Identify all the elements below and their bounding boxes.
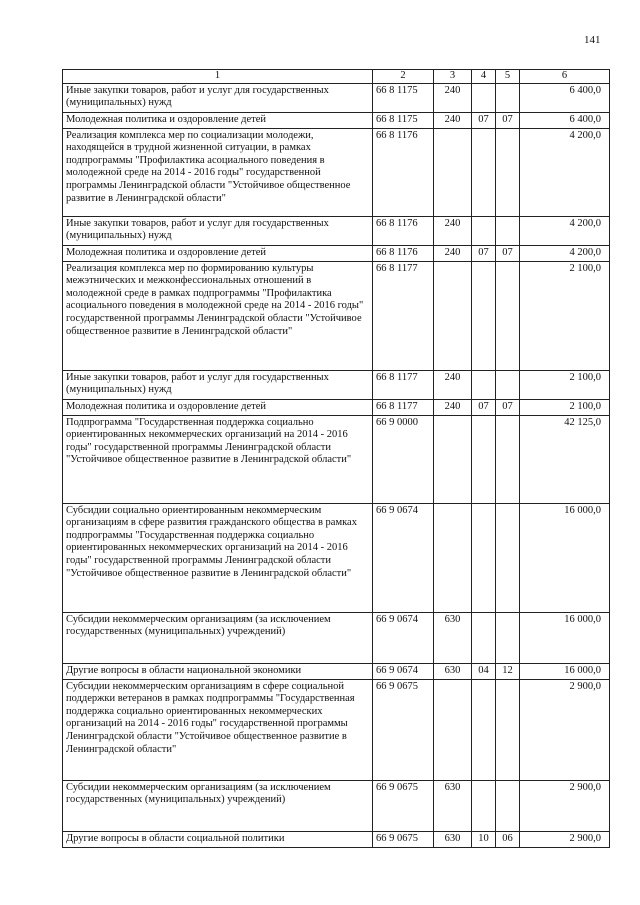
row-vr-cell: 630 xyxy=(434,663,472,679)
row-name-cell: Другие вопросы в области социальной политики xyxy=(63,831,373,847)
row-code-cell: 66 9 0675 xyxy=(373,780,434,831)
row-code-cell: 66 9 0674 xyxy=(373,612,434,663)
row-sum-cell: 4 200,0 xyxy=(520,216,610,245)
table-row xyxy=(63,503,610,612)
row-sum-cell: 16 000,0 xyxy=(520,663,610,679)
row-sum-cell: 6 400,0 xyxy=(520,83,610,112)
row-pr-cell xyxy=(496,370,520,399)
row-code-cell: 66 9 0000 xyxy=(373,415,434,503)
row-name-cell: Реализация комплекса мер по социализации молодежи, находящейся в трудной жизненной ситуации, в рамках подпрограммы "Профилактика асоциального поведения в молодежной среде на 2014 - 2016 годы" государственной программы Ленинградской области "Устойчивое общественное развитие в Ленинградской области" xyxy=(63,128,373,216)
row-pr-cell xyxy=(496,503,520,612)
row-code-cell: 66 8 1176 xyxy=(373,128,434,216)
row-pr-cell: 07 xyxy=(496,245,520,261)
row-pr-cell: 06 xyxy=(496,831,520,847)
table-row xyxy=(63,112,610,128)
row-vr-cell: 630 xyxy=(434,831,472,847)
row-pr-cell xyxy=(496,216,520,245)
row-rz-cell xyxy=(472,780,496,831)
row-vr-cell: 240 xyxy=(434,399,472,415)
table-row xyxy=(63,780,610,831)
row-name-cell: Молодежная политика и оздоровление детей xyxy=(63,245,373,261)
header-cell: 6 xyxy=(520,70,610,84)
row-sum-cell: 4 200,0 xyxy=(520,245,610,261)
row-pr-cell: 07 xyxy=(496,112,520,128)
row-vr-cell: 240 xyxy=(434,370,472,399)
row-sum-cell: 2 100,0 xyxy=(520,261,610,370)
row-vr-cell: 240 xyxy=(434,245,472,261)
row-sum-cell: 42 125,0 xyxy=(520,415,610,503)
row-name-cell: Другие вопросы в области национальной экономики xyxy=(63,663,373,679)
row-name-cell: Субсидии некоммерческим организациям (за исключением государственных (муниципальных) учреждений) xyxy=(63,612,373,663)
row-rz-cell xyxy=(472,370,496,399)
row-name-cell: Реализация комплекса мер по формированию культуры межэтнических и межконфессиональных отношений в молодежной среде в рамках подпрограммы "Профилактика асоциального поведения в молодежной среде на 2014 - 2016 годы" государственной программы Ленинградской области "Устойчивое общественное развитие в Ленинградской области" xyxy=(63,261,373,370)
row-code-cell: 66 9 0675 xyxy=(373,831,434,847)
row-name-cell: Субсидии социально ориентированным некоммерческим организациям в сфере развития гражданского общества в рамках подпрограммы "Государственная поддержка социально ориентированных некоммерческих организаций на 2014 - 2016 годы" государственной программы Ленинградской области "Устойчивое общественное развитие в Ленинградской области" xyxy=(63,503,373,612)
row-pr-cell: 12 xyxy=(496,663,520,679)
row-rz-cell: 07 xyxy=(472,399,496,415)
row-rz-cell xyxy=(472,415,496,503)
row-name-cell: Иные закупки товаров, работ и услуг для государственных (муниципальных) нужд xyxy=(63,370,373,399)
row-code-cell: 66 9 0674 xyxy=(373,503,434,612)
header-cell: 3 xyxy=(434,70,472,84)
row-name-cell: Субсидии некоммерческим организациям (за исключением государственных (муниципальных) учреждений) xyxy=(63,780,373,831)
table-row xyxy=(63,83,610,112)
row-vr-cell: 240 xyxy=(434,216,472,245)
row-sum-cell: 4 200,0 xyxy=(520,128,610,216)
row-sum-cell: 2 900,0 xyxy=(520,780,610,831)
row-name-cell: Молодежная политика и оздоровление детей xyxy=(63,399,373,415)
row-vr-cell xyxy=(434,128,472,216)
row-rz-cell xyxy=(472,128,496,216)
row-pr-cell: 07 xyxy=(496,399,520,415)
row-sum-cell: 16 000,0 xyxy=(520,503,610,612)
row-code-cell: 66 9 0674 xyxy=(373,663,434,679)
row-vr-cell: 630 xyxy=(434,780,472,831)
row-sum-cell: 2 900,0 xyxy=(520,679,610,780)
row-code-cell: 66 8 1177 xyxy=(373,261,434,370)
row-name-cell: Иные закупки товаров, работ и услуг для государственных (муниципальных) нужд xyxy=(63,83,373,112)
row-rz-cell xyxy=(472,612,496,663)
table-row xyxy=(63,831,610,847)
row-rz-cell: 10 xyxy=(472,831,496,847)
row-code-cell: 66 8 1176 xyxy=(373,216,434,245)
row-rz-cell xyxy=(472,261,496,370)
row-code-cell: 66 8 1177 xyxy=(373,370,434,399)
row-name-cell: Молодежная политика и оздоровление детей xyxy=(63,112,373,128)
row-vr-cell: 240 xyxy=(434,83,472,112)
page-number: 141 xyxy=(584,34,601,46)
budget-table xyxy=(62,69,610,848)
table-header-row xyxy=(63,70,610,84)
row-rz-cell xyxy=(472,83,496,112)
table-row xyxy=(63,679,610,780)
row-pr-cell xyxy=(496,679,520,780)
row-code-cell: 66 8 1175 xyxy=(373,112,434,128)
row-sum-cell: 16 000,0 xyxy=(520,612,610,663)
row-vr-cell: 240 xyxy=(434,112,472,128)
table-row xyxy=(63,261,610,370)
row-name-cell: Иные закупки товаров, работ и услуг для государственных (муниципальных) нужд xyxy=(63,216,373,245)
row-code-cell: 66 8 1175 xyxy=(373,83,434,112)
table-row xyxy=(63,663,610,679)
header-cell: 5 xyxy=(496,70,520,84)
table-row xyxy=(63,399,610,415)
row-code-cell: 66 8 1176 xyxy=(373,245,434,261)
header-cell: 2 xyxy=(373,70,434,84)
row-pr-cell xyxy=(496,261,520,370)
row-rz-cell xyxy=(472,679,496,780)
table-row xyxy=(63,245,610,261)
row-rz-cell: 04 xyxy=(472,663,496,679)
row-vr-cell xyxy=(434,679,472,780)
row-sum-cell: 2 100,0 xyxy=(520,370,610,399)
row-name-cell: Субсидии некоммерческим организациям в сфере социальной поддержки ветеранов в рамках подпрограммы "Государственная поддержка социально ориентированных некоммерческих организаций на 2014 - 2016 годы" государственной программы Ленинградской области "Устойчивое общественное развитие в Ленинградской области" xyxy=(63,679,373,780)
row-rz-cell: 07 xyxy=(472,245,496,261)
row-rz-cell: 07 xyxy=(472,112,496,128)
row-pr-cell xyxy=(496,415,520,503)
table-row xyxy=(63,370,610,399)
row-vr-cell xyxy=(434,415,472,503)
row-vr-cell xyxy=(434,261,472,370)
row-pr-cell xyxy=(496,128,520,216)
row-sum-cell: 6 400,0 xyxy=(520,112,610,128)
table-row xyxy=(63,128,610,216)
table-row xyxy=(63,415,610,503)
row-rz-cell xyxy=(472,216,496,245)
row-vr-cell xyxy=(434,503,472,612)
header-cell: 4 xyxy=(472,70,496,84)
row-vr-cell: 630 xyxy=(434,612,472,663)
row-sum-cell: 2 100,0 xyxy=(520,399,610,415)
row-name-cell: Подпрограмма "Государственная поддержка социально ориентированных некоммерческих организаций на 2014 - 2016 годы" государственной программы Ленинградской области "Устойчивое общественное развитие в Ленинградской области" xyxy=(63,415,373,503)
row-code-cell: 66 8 1177 xyxy=(373,399,434,415)
row-code-cell: 66 9 0675 xyxy=(373,679,434,780)
header-cell: 1 xyxy=(63,70,373,84)
row-sum-cell: 2 900,0 xyxy=(520,831,610,847)
table-row xyxy=(63,612,610,663)
table-row xyxy=(63,216,610,245)
row-pr-cell xyxy=(496,612,520,663)
row-pr-cell xyxy=(496,83,520,112)
row-rz-cell xyxy=(472,503,496,612)
row-pr-cell xyxy=(496,780,520,831)
